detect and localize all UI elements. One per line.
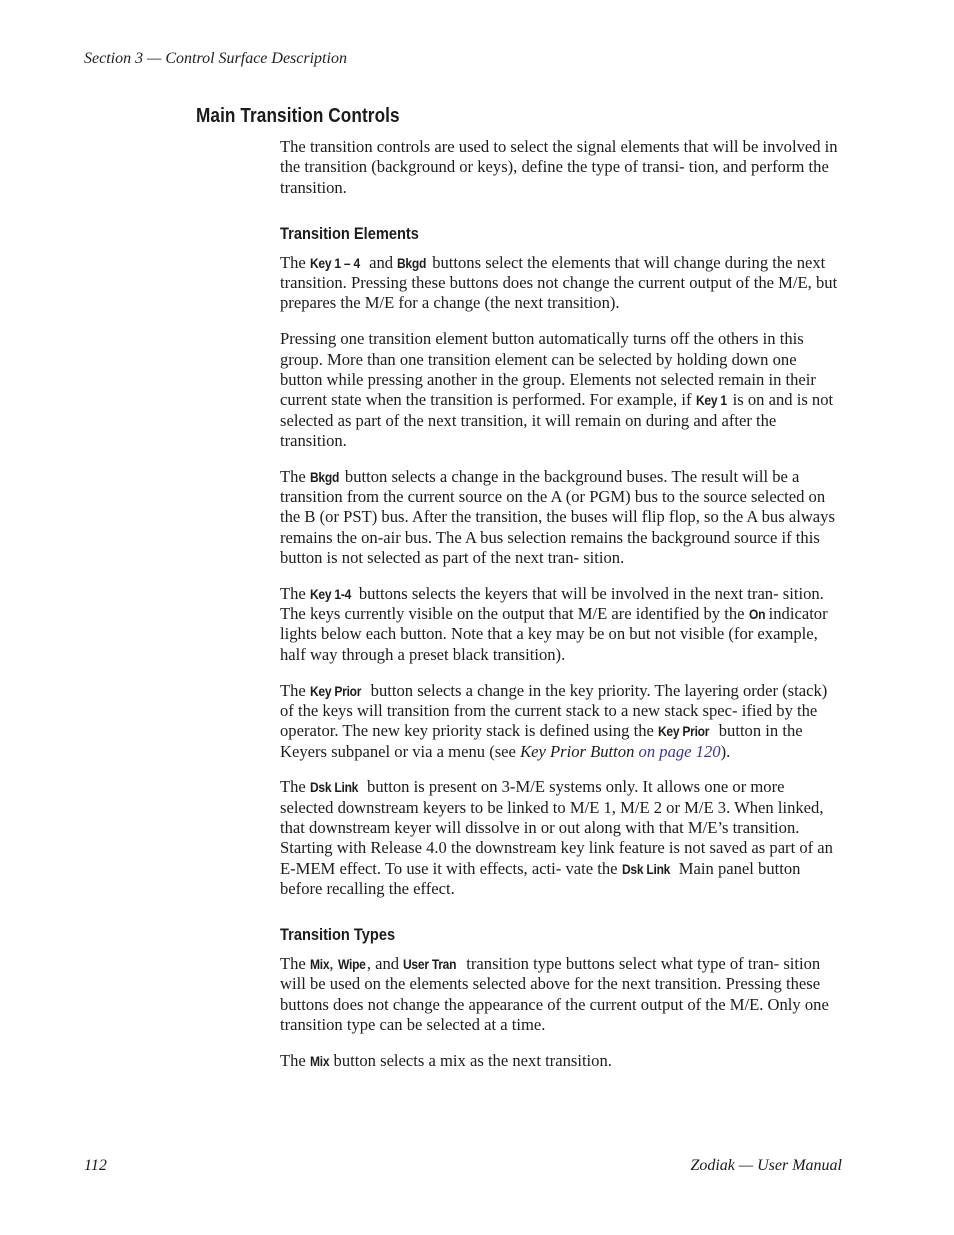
text-run: is on and is not selected as part of the next transition, it will remain on during and after the transition.: [280, 390, 834, 450]
intro-paragraph: The transition controls are used to select the signal elements that will be involved in the transition (background or keys), define the type of transi- tion, and perform the transition.: [280, 137, 838, 197]
text-run: transition type buttons select what type of tran- sition will be used on the elements selected above for the next transition. Pressing these buttons does not change the appearance of the current output of the M/E. Only one transition type can be selected at a time.: [280, 954, 829, 1035]
text-run: buttons selects the keyers that will be involved in the next tran- sition. The keys currently visible on the output that M/E are identified by the: [280, 583, 824, 624]
running-header: Section 3 — Control Surface Description: [84, 50, 347, 67]
elements-paragraph-6: [280, 777, 842, 899]
elements-paragraph-3: [280, 467, 842, 568]
text-run: indicator lights below each button. Note that a key may be on but not visible (for example, half way through a preset black transition).: [280, 604, 828, 664]
subheading-transition-elements: Transition Elements: [280, 223, 419, 243]
manual-title: Zodiak — User Manual: [690, 1157, 842, 1174]
key-term: Dsk Link: [309, 779, 359, 796]
text-run: Main panel button before recalling the effect.: [280, 858, 801, 898]
text-run: button selects a change in the background buses. The result will be a transition from the current source on the A (or PGM) bus to the source selected on the B (or PST) bus. After the transition, the buses will flip flop, so the A bus always remains the on-air bus. The A bus selection remains the background source if this button is not selected as part of the next tran- sition.: [280, 466, 835, 567]
text-run: button in the Keyers subpanel or via a menu (see: [280, 721, 803, 761]
text-run: buttons select the elements that will change during the next transition. Pressing these buttons does not change the current output of the M/E, but prepares the M/E for a change (the next transition).: [280, 252, 838, 313]
elements-paragraph-4: [280, 584, 842, 665]
key-term: On: [748, 606, 765, 623]
key-term: Wipe: [337, 956, 366, 973]
text-run: Pressing one transition element button automatically turns off the others in this group. More than one transition element can be selected by holding down one button while pressing another in the group. Elements not selected remain in their current state when the transition is performed. For example, if: [280, 329, 816, 410]
body-content: [280, 137, 842, 1087]
section-heading: Main Transition Controls: [196, 105, 400, 127]
text-run: The: [280, 252, 310, 272]
key-term: Dsk Link: [621, 860, 670, 877]
elements-paragraph-2: [280, 329, 842, 451]
key-term: Bkgd: [309, 468, 340, 485]
text-run: The: [280, 466, 310, 486]
text-run: button selects a mix as the next transition.: [329, 1050, 612, 1070]
key-term: Mix: [309, 1052, 330, 1069]
subheading-transition-types: Transition Types: [280, 925, 396, 945]
text-run: button selects a change in the key priority. The layering order (stack) of the keys will transition from the current stack to a new stack spec- ified by the operator. The new key priority stack is defined using the: [280, 680, 828, 741]
cross-reference-title: Key Prior Button: [520, 741, 635, 761]
key-term: Bkgd: [397, 254, 427, 271]
text-run: button is present on 3-M/E systems only. It allows one or more selected downstream keyers to be linked to M/E 1, M/E 2 or M/E 3. When linked, that downstream keyer will dissolve in or out along with that M/E’s transition. Starting with Release 4.0 the downstream key link feature is not saved as part of an E-MEM effect. To use it with effects, acti- vate the: [280, 777, 833, 878]
text-run: The: [280, 777, 310, 797]
text-run: The: [280, 583, 310, 603]
key-term: User Tran: [403, 956, 457, 973]
text-run: The: [280, 1050, 310, 1070]
text-run: ).: [720, 741, 731, 761]
key-term: Key Prior: [309, 682, 362, 699]
cross-reference-link[interactable]: on page 120: [634, 741, 721, 761]
text-run: The: [280, 680, 310, 700]
key-term: Key 1 – 4: [309, 254, 360, 271]
text-run: The: [280, 954, 310, 974]
elements-paragraph-1: [280, 253, 842, 314]
text-run: , and: [366, 954, 404, 974]
key-term: Key Prior: [658, 723, 710, 740]
elements-paragraph-5: [280, 681, 842, 762]
key-term: Key 1-4: [309, 585, 351, 602]
text-run: and: [364, 252, 398, 272]
text-run: ,: [329, 954, 338, 974]
types-paragraph-1: [280, 954, 842, 1035]
key-term: Mix: [309, 956, 330, 973]
page-number: 112: [84, 1157, 107, 1174]
key-term: Key 1: [695, 392, 727, 409]
types-paragraph-2: [280, 1051, 842, 1071]
